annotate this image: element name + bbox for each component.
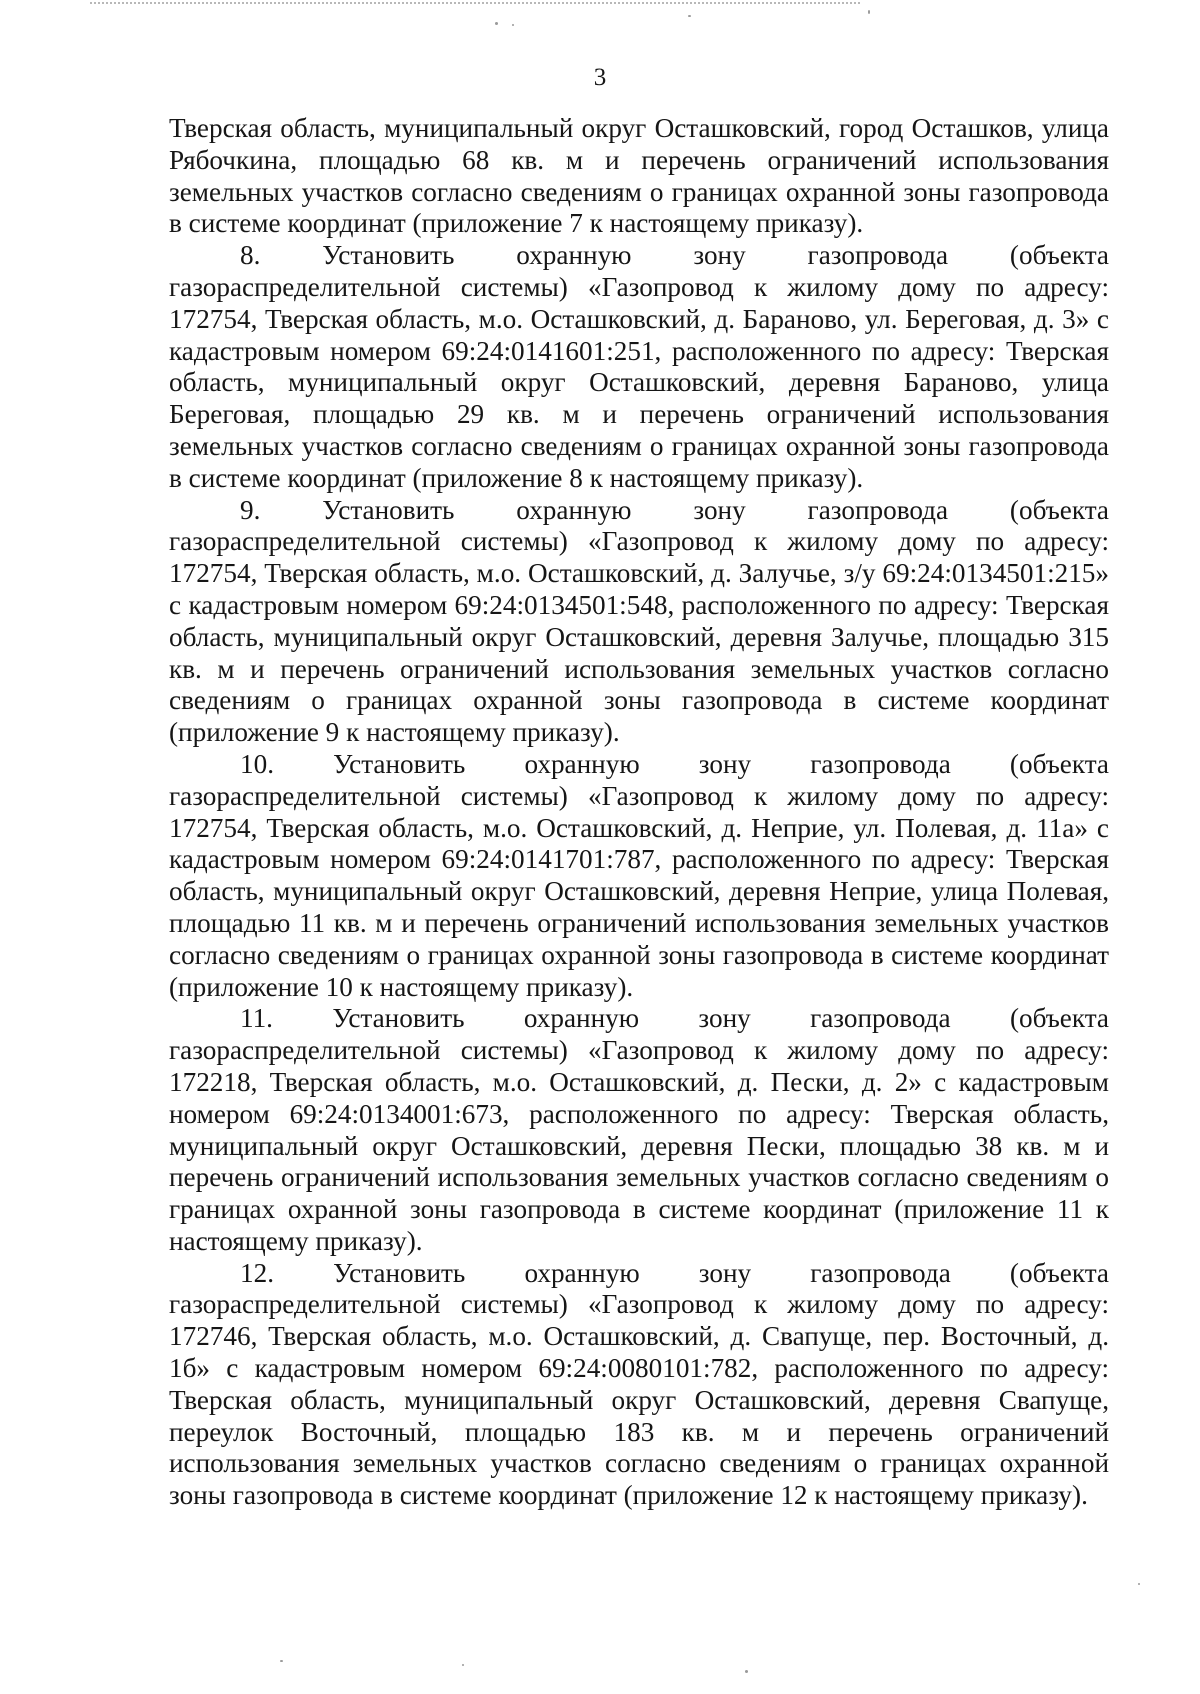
document-body <box>169 113 1109 1512</box>
scan-speck <box>745 1670 748 1673</box>
paragraph-item-10: 10. Установить охранную зону газопровода (объекта газораспределительной системы) «Газопровод к жилому дому по адресу: 172754, Тверская область, м.о. Осташковский, д. Неприе, ул. Полевая, д. 11а» с кадастровым номером 69:24:0141701:787, расположенного по адресу: Тверская область, муниципальный округ Осташковский, деревня Неприе, улица Полевая, площадью 11 кв. м и перечень ограничений использования земельных участков согласно сведениям о границах охранной зоны газопровода в системе координат (приложение 10 к настоящему приказу). <box>169 748 1109 1002</box>
paragraph-item-8: 8. Установить охранную зону газопровода (объекта газораспределительной системы) «Газопровод к жилому дому по адресу: 172754, Тверская область, м.о. Осташковский, д. Бараново, ул. Береговая, д. 3» с кадастровым номером 69:24:0141601:251, расположенного по адресу: Тверская область, муниципальный округ Осташковский, деревня Бараново, улица Береговая, площадью 29 кв. м и перечень ограничений использования земельных участков согласно сведениям о границах охранной зоны газопровода в системе координат (приложение 8 к настоящему приказу). <box>169 240 1109 493</box>
scan-speck <box>280 1660 283 1662</box>
scan-speck <box>512 24 514 26</box>
paragraph-continuation-7: Тверская область, муниципальный округ Осташковский, город Осташков, улица Рябочкина, площадью 68 кв. м и перечень ограничений использования земельных участков согласно сведениям о границах охранной зоны газопровода в системе координат (приложение 7 к настоящему приказу). <box>169 113 1109 239</box>
scan-speck <box>495 22 498 25</box>
scan-speck <box>1138 1583 1140 1585</box>
paragraph-item-9: 9. Установить охранную зону газопровода (объекта газораспределительной системы) «Газопровод к жилому дому по адресу: 172754, Тверская область, м.о. Осташковский, д. Залучье, з/у 69:24:0134501:215» с кадастровым номером 69:24:0134501:548, расположенного по адресу: Тверская область, муниципальный округ Осташковский, деревня Залучье, площадью 315 кв. м и перечень ограничений использования земельных участков согласно сведениям о границах охранной зоны газопровода в системе координат (приложение 9 к настоящему приказу). <box>169 494 1109 748</box>
scan-speck <box>868 10 870 14</box>
page-number: 3 <box>593 64 607 91</box>
scan-speck <box>462 1664 464 1666</box>
scan-speck <box>688 15 691 17</box>
paragraph-item-11: 11. Установить охранную зону газопровода (объекта газораспределительной системы) «Газопровод к жилому дому по адресу: 172218, Тверская область, м.о. Осташковский, д. Пески, д. 2» с кадастровым номером 69:24:0134001:673, расположенного по адресу: Тверская область, муниципальный округ Осташковский, деревня Пески, площадью 38 кв. м и перечень ограничений использования земельных участков согласно сведениям о границах охранной зоны газопровода в системе координат (приложение 11 к настоящему приказу). <box>169 1003 1109 1256</box>
scan-edge-line <box>90 2 860 4</box>
paragraph-item-12: 12. Установить охранную зону газопровода (объекта газораспределительной системы) «Газопровод к жилому дому по адресу: 172746, Тверская область, м.о. Осташковский, д. Свапуще, пер. Восточный, д. 1б» с кадастровым номером 69:24:0080101:782, расположенного по адресу: Тверская область, муниципальный округ Осташковский, деревня Свапуще, переулок Восточный, площадью 183 кв. м и перечень ограничений использования земельных участков согласно сведениям о границах охранной зоны газопровода в системе координат (приложение 12 к настоящему приказу). <box>169 1257 1109 1511</box>
